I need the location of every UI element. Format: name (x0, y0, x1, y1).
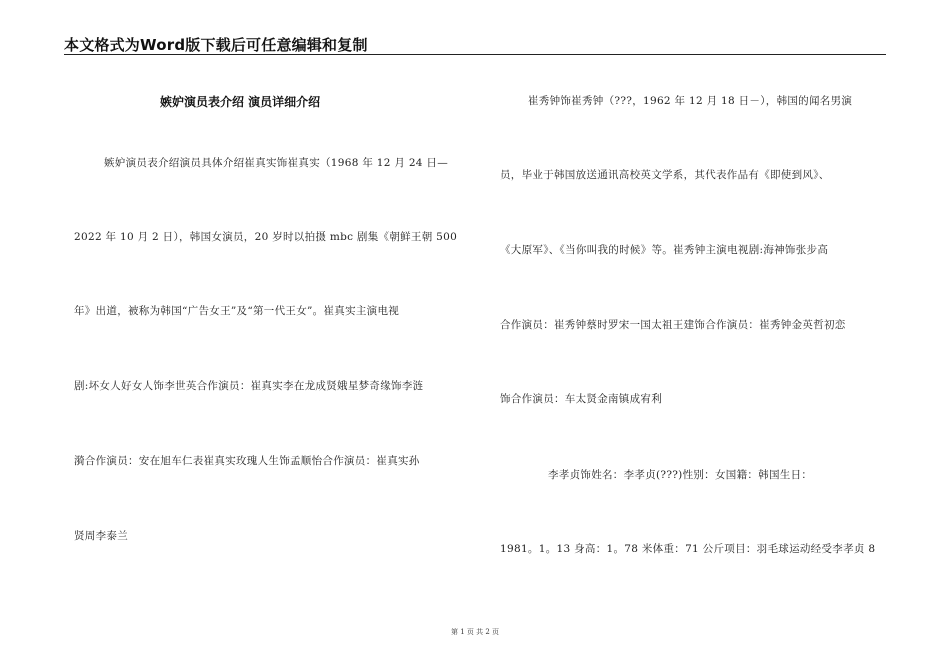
right-line-6: 李孝贞饰姓名：李孝贞(???)性别：女国籍：韩国生日： (548, 469, 813, 481)
document-header: 本文格式为Word版下载后可任意编辑和复制 (64, 36, 368, 54)
document-title: 嫉妒演员表介绍 演员详细介绍 (160, 95, 321, 109)
right-line-3: 《大原军》、《当你叫我的时候》等。崔秀钟主演电视剧:海神饰张步高 (500, 244, 829, 256)
right-line-7: 1981。1。13 身高：1。78 米体重：71 公斤项目：羽毛球运动经受李孝贞 8 (500, 543, 876, 555)
right-line-1: 崔秀钟饰崔秀钟（???，1962 年 12 月 18 日－），韩国的闻名男演 (528, 95, 853, 107)
header-divider (64, 54, 886, 55)
right-line-2: 员，毕业于韩国放送通讯高校英文学系，其代表作品有《即使到风》、 (500, 169, 830, 181)
left-line-6: 贤周李泰兰 (74, 530, 128, 542)
page-number: 第 1 页 共 2 页 (450, 628, 500, 636)
left-line-5: 漪合作演员：安在旭车仁表崔真实玫瑰人生饰孟顺怡合作演员：崔真实孙 (74, 455, 420, 467)
left-line-4: 剧:坏女人好女人饰李世英合作演员：崔真实李在龙成贤娥星梦奇缘饰李涟 (74, 380, 424, 392)
right-line-5: 饰合作演员：车太贤金南镇成宥利 (500, 393, 662, 405)
left-line-1: 嫉妒演员表介绍演员具体介绍崔真实饰崔真实（1968 年 12 月 24 日— (104, 157, 449, 169)
left-line-3: 年》出道，被称为韩国“广告女王”及“第一代王女”。崔真实主演电视 (74, 305, 400, 317)
right-line-4: 合作演员：崔秀钟蔡时罗宋一国太祖王建饰合作演员：崔秀钟金英哲初恋 (500, 319, 846, 331)
left-line-2: 2022 年 10 月 2 日），韩国女演员，20 岁时以拍摄 mbc 剧集《朝鲜王朝 500 (74, 231, 458, 243)
